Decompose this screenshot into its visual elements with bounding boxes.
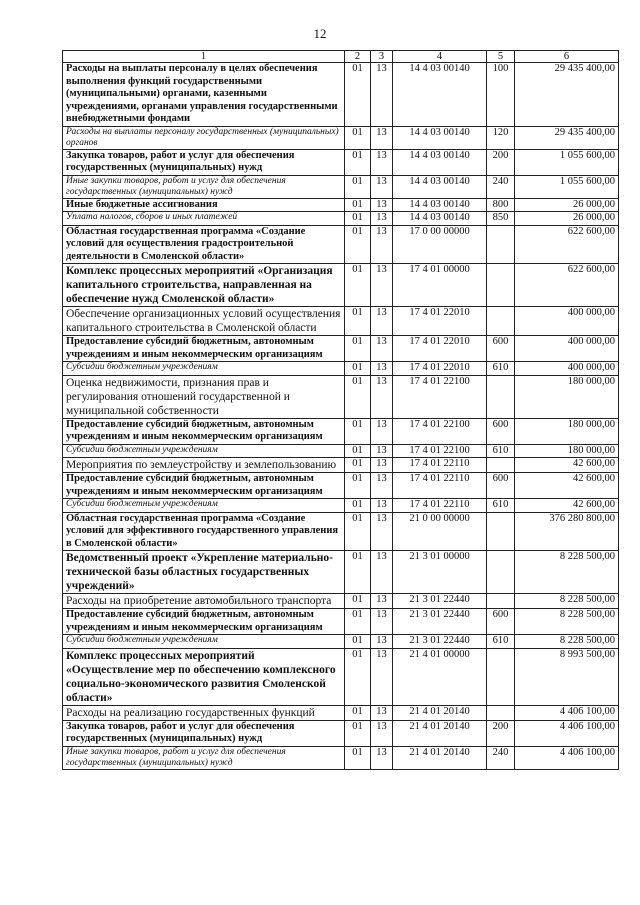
row-description: Предоставление субсидий бюджетным, автономным учреждениям и иным некоммерческим организациям <box>63 609 345 635</box>
row-amount: 42 600,00 <box>515 458 619 473</box>
row-subsection: 13 <box>371 375 393 418</box>
row-section: 01 <box>345 594 371 609</box>
row-description: Иные закупки товаров, работ и услуг для обеспечения государственных (муниципальных) нужд <box>63 746 345 769</box>
table-body <box>63 63 619 770</box>
row-amount: 180 000,00 <box>515 444 619 458</box>
row-amount: 180 000,00 <box>515 375 619 418</box>
row-section: 01 <box>345 635 371 649</box>
row-expense-type: 610 <box>487 444 515 458</box>
page-number: 12 <box>313 26 327 41</box>
row-section: 01 <box>345 149 371 175</box>
row-amount: 26 000,00 <box>515 198 619 212</box>
row-section: 01 <box>345 458 371 473</box>
row-expense-type: 800 <box>487 198 515 212</box>
row-description: Обеспечение организационных условий осуществления капитального строительства в Смоленской области <box>63 307 345 336</box>
row-expense-type <box>487 551 515 594</box>
row-section: 01 <box>345 551 371 594</box>
row-description: Расходы на реализацию государственных функций <box>63 705 345 720</box>
row-description: Расходы на выплаты персоналу в целях обеспечения выполнения функций государственными (муниципальными) органами, казенными учреждениями, органами управления государственными внебюджетными фондами <box>63 63 345 127</box>
table-row <box>63 149 619 175</box>
row-expense-type <box>487 375 515 418</box>
row-amount: 622 600,00 <box>515 264 619 307</box>
row-amount: 4 406 100,00 <box>515 746 619 769</box>
row-section: 01 <box>345 362 371 376</box>
table-row <box>63 458 619 473</box>
row-description: Предоставление субсидий бюджетным, автономным учреждениям и иным некоммерческим организациям <box>63 336 345 362</box>
row-expense-type: 600 <box>487 336 515 362</box>
row-description: Предоставление субсидий бюджетным, автономным учреждениям и иным некоммерческим организациям <box>63 473 345 499</box>
row-expense-type <box>487 264 515 307</box>
row-expense-type: 200 <box>487 149 515 175</box>
row-description: Оценка недвижимости, признания прав и регулирования отношений государственной и муниципальной собственности <box>63 375 345 418</box>
column-header: 1 <box>63 51 345 63</box>
row-subsection: 13 <box>371 362 393 376</box>
row-expense-type: 120 <box>487 126 515 149</box>
column-header: 2 <box>345 51 371 63</box>
row-section: 01 <box>345 336 371 362</box>
row-expense-type: 100 <box>487 63 515 127</box>
row-expense-type <box>487 458 515 473</box>
row-description: Расходы на приобретение автомобильного транспорта <box>63 594 345 609</box>
row-target-article: 17 4 01 22110 <box>393 499 487 513</box>
row-expense-type <box>487 512 515 551</box>
row-subsection: 13 <box>371 473 393 499</box>
row-target-article: 21 4 01 20140 <box>393 720 487 746</box>
table-row <box>63 499 619 513</box>
row-description: Комплекс процессных мероприятий «Осуществление мер по обеспечению комплексного социально-экономического развития Смоленской области» <box>63 648 345 705</box>
row-section: 01 <box>345 418 371 444</box>
row-amount: 180 000,00 <box>515 418 619 444</box>
row-subsection: 13 <box>371 594 393 609</box>
row-target-article: 21 4 01 00000 <box>393 648 487 705</box>
row-expense-type: 200 <box>487 720 515 746</box>
row-expense-type <box>487 594 515 609</box>
row-description: Закупка товаров, работ и услуг для обеспечения государственных (муниципальных) нужд <box>63 149 345 175</box>
table-row <box>63 609 619 635</box>
row-subsection: 13 <box>371 264 393 307</box>
row-target-article: 17 4 01 22100 <box>393 444 487 458</box>
row-expense-type <box>487 705 515 720</box>
table-row <box>63 362 619 376</box>
column-header: 3 <box>371 51 393 63</box>
row-amount: 29 435 400,00 <box>515 63 619 127</box>
row-target-article: 17 4 01 22010 <box>393 336 487 362</box>
row-expense-type: 610 <box>487 362 515 376</box>
row-target-article: 21 4 01 20140 <box>393 746 487 769</box>
row-target-article: 21 0 00 00000 <box>393 512 487 551</box>
row-amount: 400 000,00 <box>515 336 619 362</box>
row-section: 01 <box>345 198 371 212</box>
table-row <box>63 551 619 594</box>
row-expense-type: 610 <box>487 499 515 513</box>
table-row <box>63 746 619 769</box>
row-section: 01 <box>345 648 371 705</box>
table-row <box>63 512 619 551</box>
row-subsection: 13 <box>371 512 393 551</box>
row-target-article: 14 4 03 00140 <box>393 175 487 198</box>
row-amount: 1 055 600,00 <box>515 149 619 175</box>
row-target-article: 21 4 01 20140 <box>393 705 487 720</box>
row-target-article: 17 4 01 22010 <box>393 362 487 376</box>
row-amount: 8 228 500,00 <box>515 635 619 649</box>
row-section: 01 <box>345 264 371 307</box>
row-section: 01 <box>345 746 371 769</box>
row-subsection: 13 <box>371 609 393 635</box>
column-header: 5 <box>487 51 515 63</box>
table-row <box>63 594 619 609</box>
row-subsection: 13 <box>371 307 393 336</box>
table-row <box>63 648 619 705</box>
row-subsection: 13 <box>371 198 393 212</box>
row-description: Расходы на выплаты персоналу государственных (муниципальных) органов <box>63 126 345 149</box>
table-row <box>63 418 619 444</box>
row-subsection: 13 <box>371 336 393 362</box>
table-row <box>63 264 619 307</box>
row-description: Иные бюджетные ассигнования <box>63 198 345 212</box>
row-section: 01 <box>345 609 371 635</box>
row-target-article: 17 4 01 22100 <box>393 418 487 444</box>
row-target-article: 17 4 01 22110 <box>393 473 487 499</box>
table-row <box>63 375 619 418</box>
row-description: Мероприятия по землеустройству и землепользованию <box>63 458 345 473</box>
row-subsection: 13 <box>371 551 393 594</box>
row-target-article: 14 4 03 00140 <box>393 212 487 226</box>
row-amount: 400 000,00 <box>515 362 619 376</box>
row-section: 01 <box>345 473 371 499</box>
row-subsection: 13 <box>371 225 393 264</box>
table-header-row <box>63 51 619 63</box>
table-row <box>63 225 619 264</box>
row-target-article: 17 4 01 22010 <box>393 307 487 336</box>
row-target-article: 21 3 01 22440 <box>393 635 487 649</box>
row-description: Областная государственная программа «Создание условий для осуществления градостроительной деятельности в Смоленской области» <box>63 225 345 264</box>
row-subsection: 13 <box>371 444 393 458</box>
column-header: 6 <box>515 51 619 63</box>
row-amount: 42 600,00 <box>515 473 619 499</box>
row-target-article: 14 4 03 00140 <box>393 198 487 212</box>
row-description: Субсидии бюджетным учреждениям <box>63 499 345 513</box>
row-amount: 622 600,00 <box>515 225 619 264</box>
row-section: 01 <box>345 307 371 336</box>
row-description: Иные закупки товаров, работ и услуг для обеспечения государственных (муниципальных) нужд <box>63 175 345 198</box>
row-target-article: 21 3 01 00000 <box>393 551 487 594</box>
row-description: Предоставление субсидий бюджетным, автономным учреждениям и иным некоммерческим организациям <box>63 418 345 444</box>
row-section: 01 <box>345 126 371 149</box>
table-row <box>63 307 619 336</box>
row-subsection: 13 <box>371 648 393 705</box>
row-target-article: 14 4 03 00140 <box>393 149 487 175</box>
row-subsection: 13 <box>371 635 393 649</box>
row-subsection: 13 <box>371 746 393 769</box>
row-amount: 4 406 100,00 <box>515 720 619 746</box>
table-row <box>63 198 619 212</box>
row-section: 01 <box>345 512 371 551</box>
row-target-article: 17 4 01 22110 <box>393 458 487 473</box>
row-amount: 8 993 500,00 <box>515 648 619 705</box>
row-amount: 8 228 500,00 <box>515 594 619 609</box>
table-row <box>63 175 619 198</box>
row-amount: 1 055 600,00 <box>515 175 619 198</box>
row-subsection: 13 <box>371 149 393 175</box>
row-expense-type: 240 <box>487 175 515 198</box>
row-section: 01 <box>345 444 371 458</box>
row-description: Ведомственный проект «Укрепление материально-технической базы областных государственных учреждений» <box>63 551 345 594</box>
row-subsection: 13 <box>371 458 393 473</box>
table-row <box>63 444 619 458</box>
row-expense-type <box>487 225 515 264</box>
row-subsection: 13 <box>371 418 393 444</box>
row-expense-type <box>487 648 515 705</box>
column-header: 4 <box>393 51 487 63</box>
row-section: 01 <box>345 212 371 226</box>
row-subsection: 13 <box>371 720 393 746</box>
table-row <box>63 705 619 720</box>
row-section: 01 <box>345 705 371 720</box>
row-expense-type: 610 <box>487 635 515 649</box>
row-target-article: 14 4 03 00140 <box>393 126 487 149</box>
row-section: 01 <box>345 499 371 513</box>
row-section: 01 <box>345 63 371 127</box>
row-amount: 376 280 800,00 <box>515 512 619 551</box>
row-amount: 400 000,00 <box>515 307 619 336</box>
table-row <box>63 635 619 649</box>
row-amount: 42 600,00 <box>515 499 619 513</box>
row-target-article: 17 4 01 22100 <box>393 375 487 418</box>
row-section: 01 <box>345 375 371 418</box>
row-target-article: 21 3 01 22440 <box>393 609 487 635</box>
row-amount: 8 228 500,00 <box>515 609 619 635</box>
row-description: Субсидии бюджетным учреждениям <box>63 362 345 376</box>
row-section: 01 <box>345 175 371 198</box>
row-description: Уплата налогов, сборов и иных платежей <box>63 212 345 226</box>
row-description: Субсидии бюджетным учреждениям <box>63 444 345 458</box>
row-subsection: 13 <box>371 63 393 127</box>
row-expense-type: 600 <box>487 609 515 635</box>
row-description: Областная государственная программа «Создание условий для эффективного государственного управления в Смоленской области» <box>63 512 345 551</box>
table-row <box>63 63 619 127</box>
row-subsection: 13 <box>371 499 393 513</box>
table-row <box>63 473 619 499</box>
row-subsection: 13 <box>371 175 393 198</box>
table-row <box>63 212 619 226</box>
row-target-article: 17 0 00 00000 <box>393 225 487 264</box>
row-subsection: 13 <box>371 212 393 226</box>
row-subsection: 13 <box>371 126 393 149</box>
row-section: 01 <box>345 225 371 264</box>
table-row <box>63 126 619 149</box>
table-row <box>63 720 619 746</box>
row-expense-type: 850 <box>487 212 515 226</box>
row-amount: 26 000,00 <box>515 212 619 226</box>
row-target-article: 14 4 03 00140 <box>393 63 487 127</box>
row-target-article: 21 3 01 22440 <box>393 594 487 609</box>
row-amount: 8 228 500,00 <box>515 551 619 594</box>
budget-table <box>62 50 619 770</box>
row-description: Комплекс процессных мероприятий «Организация капитального строительства, направленная на обеспечение нужд Смоленской области» <box>63 264 345 307</box>
row-expense-type: 600 <box>487 418 515 444</box>
row-amount: 29 435 400,00 <box>515 126 619 149</box>
row-expense-type: 600 <box>487 473 515 499</box>
row-subsection: 13 <box>371 705 393 720</box>
row-expense-type <box>487 307 515 336</box>
row-description: Закупка товаров, работ и услуг для обеспечения государственных (муниципальных) нужд <box>63 720 345 746</box>
row-section: 01 <box>345 720 371 746</box>
row-expense-type: 240 <box>487 746 515 769</box>
row-target-article: 17 4 01 00000 <box>393 264 487 307</box>
row-description: Субсидии бюджетным учреждениям <box>63 635 345 649</box>
row-amount: 4 406 100,00 <box>515 705 619 720</box>
table-row <box>63 336 619 362</box>
